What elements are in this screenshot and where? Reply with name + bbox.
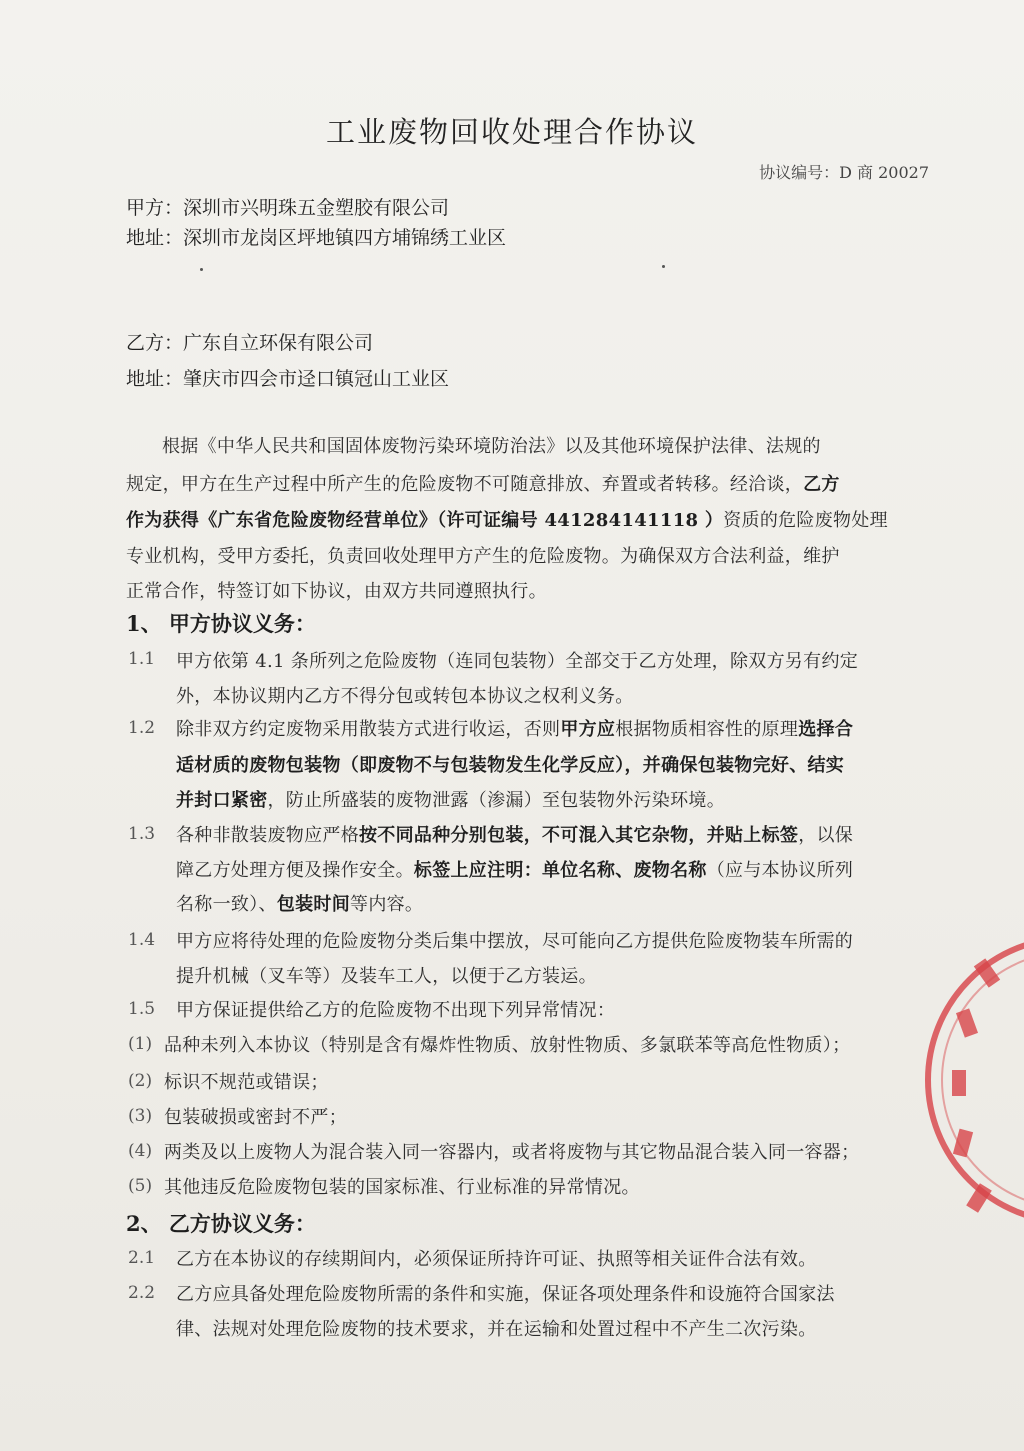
- intro-line-2: [126, 470, 840, 496]
- party-b-address: 地址：肇庆市四会市迳口镇冠山工业区: [126, 368, 450, 390]
- clause-1-1-line-1: 甲方依第 4.1 条所列之危险废物（连同包装物）全部交于乙方处理，除双方另有约定: [176, 651, 859, 672]
- list-item-number: (1): [128, 1034, 153, 1054]
- intro-line-1: 根据《中华人民共和国固体废物污染环境防治法》以及其他环境保护法律、法规的: [162, 436, 821, 457]
- clause-text: 根据物质相容性的原理: [615, 719, 799, 740]
- clause-text: 名称一致）、: [176, 894, 277, 915]
- list-item-number: (2): [128, 1071, 153, 1091]
- list-item-number: (5): [128, 1176, 153, 1196]
- clause-1-1-line-2: 外，本协议期内乙方不得分包或转包本协议之权利义务。: [176, 686, 634, 707]
- clause-number: 1.5: [128, 999, 156, 1019]
- section-1-heading: 1、 甲方协议义务：: [126, 611, 316, 636]
- intro-line-2-bold: 乙方: [803, 474, 840, 495]
- page-title: 工业废物回收处理合作协议: [325, 115, 698, 149]
- clause-bold: 标签上应注明：单位名称、废物名称: [413, 860, 707, 881]
- clause-2-2-line-2: 律、法规对处理危险废物的技术要求，并在运输和处置过程中不产生二次污染。: [176, 1319, 817, 1340]
- clause-1-2-line-3: [176, 786, 725, 812]
- party-a-address: 地址：深圳市龙岗区坪地镇四方埔锦绣工业区: [126, 227, 507, 249]
- list-item: 包装破损或密封不严；: [164, 1107, 347, 1128]
- intro-line-4: 专业机构，受甲方委托，负责回收处理甲方产生的危险废物。为确保双方合法利益，维护: [126, 546, 840, 567]
- clause-text: （应与本协议所列: [706, 860, 854, 881]
- clause-number: 1.3: [128, 824, 156, 844]
- party-a-name: 甲方：深圳市兴明珠五金塑胶有限公司: [126, 197, 450, 219]
- clause-number: 1.2: [128, 718, 156, 738]
- intro-line-3: [126, 506, 888, 532]
- clause-2-1-line-1: 乙方在本协议的存续期间内，必须保证所持许可证、执照等相关证件合法有效。: [176, 1249, 817, 1270]
- list-item: 其他违反危险废物包装的国家标准、行业标准的异常情况。: [164, 1177, 640, 1198]
- clause-text: ，防止所盛装的废物泄露（渗漏）至包装物外污染环境。: [267, 790, 725, 811]
- clause-number: 2.2: [128, 1283, 156, 1303]
- clause-text: 等内容。: [350, 894, 424, 915]
- clause-1-2-line-2: 适材质的废物包装物（即废物不与包装物发生化学反应），并确保包装物完好、结实: [176, 755, 845, 776]
- party-b-name: 乙方：广东自立环保有限公司: [126, 332, 374, 354]
- section-2-heading: 2、 乙方协议义务：: [126, 1211, 316, 1236]
- clause-bold: 包装时间: [276, 894, 351, 915]
- list-item: 品种未列入本协议（特别是含有爆炸性物质、放射性物质、多氯联苯等高危性物质）；: [164, 1035, 851, 1056]
- list-item-number: (3): [128, 1106, 153, 1126]
- speck: [662, 265, 665, 268]
- clause-2-2-line-1: 乙方应具备处理危险废物所需的条件和实施，保证各项处理条件和设施符合国家法: [176, 1284, 835, 1305]
- clause-text: ，以保: [798, 825, 854, 846]
- clause-1-3-line-2: [176, 856, 853, 882]
- clause-bold: 选择合: [798, 719, 854, 740]
- clause-text: 各种非散装废物应严格: [176, 825, 359, 846]
- list-item-number: (4): [128, 1141, 153, 1161]
- speck: [200, 268, 203, 271]
- clause-1-4-line-2: 提升机械（叉车等）及装车工人，以便于乙方装运。: [176, 966, 597, 987]
- clause-text: 除非双方约定废物采用散装方式进行收运，否则: [176, 719, 561, 740]
- clause-1-2-line-1: [176, 715, 853, 741]
- list-item: 标识不规范或错误；: [164, 1072, 329, 1093]
- clause-number: 2.1: [128, 1248, 156, 1268]
- agreement-number: 协议编号：D 商 20027: [759, 163, 929, 182]
- intro-line-2-text: 规定，甲方在生产过程中所产生的危险废物不可随意排放、弃置或者转移。经洽谈，: [126, 474, 804, 495]
- clause-text: 障乙方处理方便及操作安全。: [176, 860, 414, 881]
- intro-line-3-text: 资质的危险废物处理: [723, 510, 888, 531]
- license-statement: 作为获得《广东省危险废物经营单位》（许可证编号 441284141118 ）: [126, 510, 724, 531]
- clause-bold: 甲方应: [560, 719, 616, 740]
- clause-number: 1.1: [128, 649, 156, 669]
- clause-1-4-line-1: 甲方应将待处理的危险废物分类后集中摆放，尽可能向乙方提供危险废物装车所需的: [176, 931, 854, 952]
- clause-number: 1.4: [128, 930, 156, 950]
- clause-1-3-line-1: [176, 821, 853, 847]
- clause-1-5-line-1: 甲方保证提供给乙方的危险废物不出现下列异常情况：: [176, 1000, 616, 1021]
- clause-bold: 并封口紧密: [176, 790, 268, 811]
- list-item: 两类及以上废物人为混合装入同一容器内，或者将废物与其它物品混合装入同一容器；: [164, 1142, 860, 1163]
- clause-1-3-line-3: [176, 890, 423, 916]
- clause-bold: 按不同品种分别包装，不可混入其它杂物，并贴上标签: [359, 825, 799, 846]
- company-seal-stamp: [920, 900, 1024, 1320]
- intro-line-5: 正常合作，特签订如下协议，由双方共同遵照执行。: [126, 581, 547, 602]
